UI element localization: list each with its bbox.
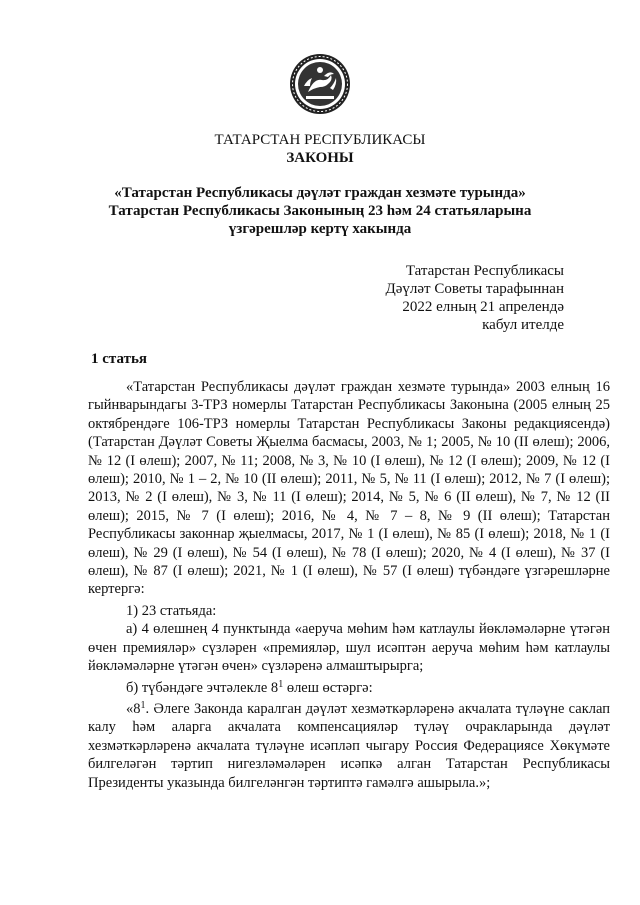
law-subject xyxy=(0,184,640,238)
coat-of-arms-emblem xyxy=(288,52,352,116)
item-1: 1) 23 статьяда: xyxy=(126,603,217,619)
subject-line-2: Татарстан Республикасы Законының 23 һәм 24 статьяларына xyxy=(108,203,532,219)
subject-line-1: «Татарстан Республикасы дәүләт граждан хезмәте турында» xyxy=(114,185,526,201)
item-1b-superscript: 1 xyxy=(278,678,284,690)
article-main-paragraph: «Татарстан Республикасы дәүләт граждан хезмәте турында» 2003 елның 16 гыйнварындагы 3-ТРЗ номерлы Татарстан Республикасы Законына (2005 елның 25 октябрендәге 106-ТРЗ номерлы Татарстан Республикасы Законы редакциясендә) (Татарстан Дәүләт Советы Җыелма басмасы, 2003, № 1; 2005, № 10 (II өлеш); 2006, № 12 (I өлеш); 2007, № 11; 2008, № 3, № 10 (I өлеш), № 12 (I өлеш); 2009, № 12 (I өлеш); 2010, № 1 – 2, № 10 (II өлеш); 2011, № 5, № 11 (I өлеш); 2012, № 7 (I өлеш); 2013, № 2 (I өлеш), № 3, № 11 (I өлеш); 2014, № 5, № 6 (II өлеш), № 7, № 12 (II өлеш); 2015, № 7 (I өлеш); 2016, № 4, № 7 – 8, № 9 (II өлеш); Татарстан Республикасы законнар җыелмасы, 2017, № 1 (I өлеш), № 85 (I өлеш); 2018, № 1 (I өлеш), № 29 (I өлеш), № 54 (I өлеш), № 78 (I өлеш); 2020, № 4 (I өлеш), № 37 (I өлеш), № 87 (I өлеш); 2021, № 1 (I өлеш), № 57 (I өлеш) түбәндәге үзгәрешләрне кертергә: xyxy=(88,379,610,598)
new-part-quote xyxy=(88,697,610,792)
title-law: ЗАКОНЫ xyxy=(286,150,354,166)
adoption-line-3: 2022 елның 21 апрелендә xyxy=(402,299,564,315)
adoption-note xyxy=(386,262,564,334)
quote-text: . Әлеге Законда каралган дәүләт хезмәткәрләренә акчалата түләүне саклап калу һәм аларга акчалата компенсацияләр түләү очракларында дәүләт хезмәткәрләренә акчалата түләүне исәпләп чыгару Россия Федерациясе Хөкүмәте билгеләгән тәртип нигезләмәләрен исәпкә алган Татарстан Республикасы Президенты указында билгеләнгән тәртиптә гамәлгә ашырыла.»; xyxy=(88,701,610,791)
quote-superscript: 1 xyxy=(140,700,146,712)
adoption-line-1: Татарстан Республикасы xyxy=(405,263,564,279)
adoption-line-4: кабул ителде xyxy=(482,317,564,333)
article-heading: 1 статья xyxy=(91,351,147,367)
title-republic: ТАТАРСТАН РЕСПУБЛИКАСЫ xyxy=(214,132,426,148)
document-title xyxy=(0,131,640,167)
item-1a: а) 4 өлешнең 4 пунктында «аеруча мөһим һәм катлаулы йөкләмәләрне үтәгән өчен премияләр» сүзләрен «премияләр, шул исәптән аеруча мөһим һәм катлаулы йөкләмәләрне үтәгән өчен» сүзләренә алмаштырырга; xyxy=(88,621,610,675)
amendment-list xyxy=(88,602,610,792)
subject-line-3: үзгәрешләр кертү хакында xyxy=(228,221,412,237)
quote-start: «8 xyxy=(126,701,141,718)
item-1b-text-end: өлеш өстәргә: xyxy=(283,679,373,696)
item-1b-text: б) түбәндәге эчтәлекле 8 xyxy=(126,679,279,696)
item-1b xyxy=(88,676,610,697)
adoption-line-2: Дәүләт Советы тарафыннан xyxy=(385,281,564,297)
